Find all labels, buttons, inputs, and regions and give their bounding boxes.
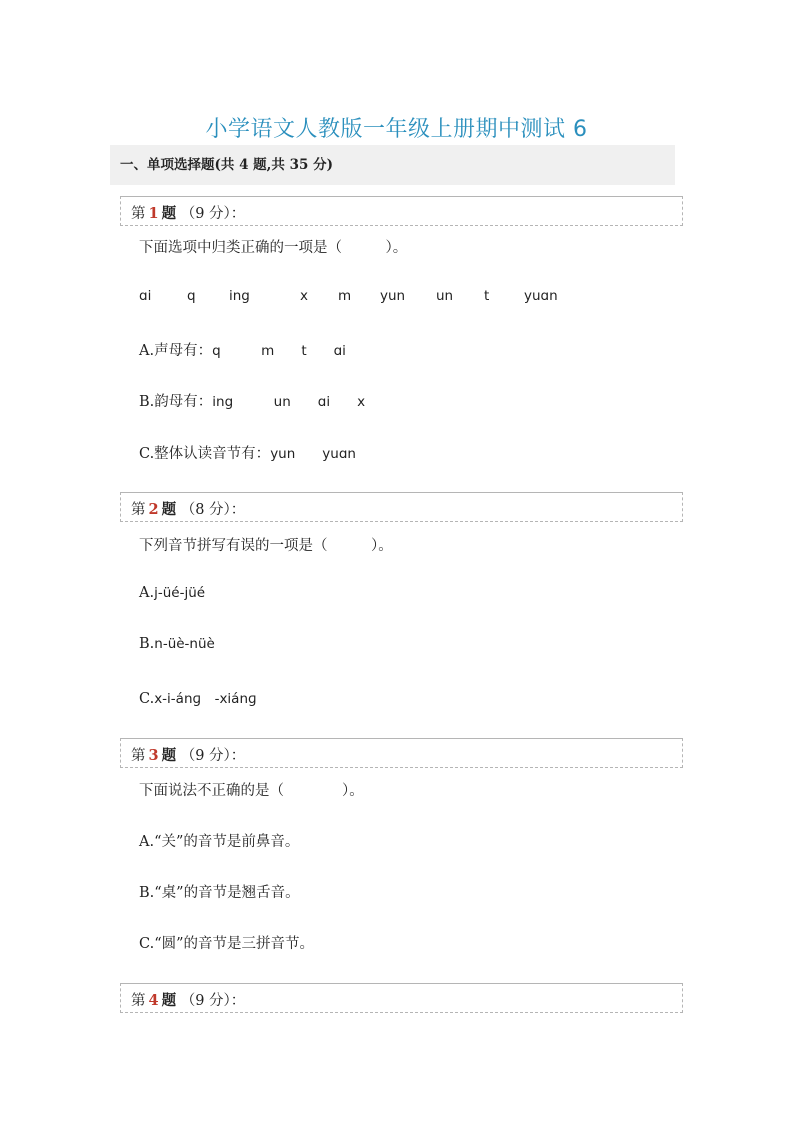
option-text: ing un ɑi x	[212, 394, 366, 410]
option-c-3	[139, 932, 314, 953]
question-number: 2	[148, 501, 159, 518]
option-label: C.	[139, 691, 155, 707]
question-prefix: 第	[131, 206, 146, 222]
option-label: B.韵母有：	[139, 394, 213, 410]
option-label: B.	[139, 885, 155, 901]
question-stem-2: 下列音节拼写有误的一项是（ ）。	[139, 538, 393, 554]
option-text: n-üè-nüè	[154, 636, 215, 652]
question-score: （9 分）：	[180, 206, 246, 222]
question-header-2	[120, 492, 683, 522]
question-word: 题	[161, 205, 177, 222]
option-a-2	[139, 585, 205, 601]
question-stem-3: 下面说法不正确的是（ ）。	[139, 783, 364, 799]
option-text: yun yuɑn	[270, 446, 356, 462]
question-prefix: 第	[131, 502, 146, 518]
option-text: j-üé-jüé	[154, 585, 206, 601]
question-score: （8 分）：	[180, 502, 246, 518]
pinyin-item: yun	[380, 288, 406, 304]
question-number: 4	[148, 992, 159, 1009]
question-header-1	[120, 196, 683, 226]
pinyin-list	[0, 288, 793, 308]
pinyin-item: m	[338, 288, 352, 304]
question-number: 1	[148, 205, 159, 222]
option-c-2	[139, 687, 257, 707]
page-title: 小学语文人教版一年级上册期中测试 6	[205, 117, 588, 142]
option-label: A.	[139, 834, 155, 850]
option-text: x-i-ánɡ -xiánɡ	[154, 691, 257, 707]
option-text: “关”的音节是前鼻音。	[154, 834, 300, 850]
option-label: B.	[139, 636, 155, 652]
question-word: 题	[161, 747, 177, 764]
question-header-3	[120, 738, 683, 768]
question-word: 题	[161, 992, 177, 1009]
pinyin-item: t	[484, 288, 490, 304]
question-header-4	[120, 983, 683, 1013]
option-c-1	[139, 442, 356, 463]
pinyin-item: un	[436, 288, 454, 304]
option-b-2	[139, 636, 215, 652]
question-score: （9 分）：	[180, 993, 246, 1009]
option-label: A.	[139, 585, 155, 601]
question-prefix: 第	[131, 993, 146, 1009]
option-label: C.	[139, 936, 155, 952]
section-heading: 一、单项选择题(共 4 题,共 35 分)	[110, 145, 675, 185]
pinyin-item: q	[187, 288, 196, 304]
option-text: q m t ɑi	[212, 343, 346, 359]
option-b-1	[139, 390, 365, 411]
pinyin-item: ɑi	[139, 288, 152, 304]
question-word: 题	[161, 501, 177, 518]
question-stem-1: 下面选项中归类正确的一项是（ ）。	[139, 240, 408, 256]
option-text: “圆”的音节是三拼音节。	[154, 936, 315, 952]
option-text: “桌”的音节是翘舌音。	[154, 885, 300, 901]
pinyin-item: x	[300, 288, 308, 304]
question-score: （9 分）：	[180, 748, 246, 764]
pinyin-item: ing	[229, 288, 250, 304]
option-b-3	[139, 881, 300, 902]
option-label: A.声母有：	[139, 343, 213, 359]
question-prefix: 第	[131, 748, 146, 764]
option-label: C.整体认读音节有：	[139, 446, 271, 462]
question-number: 3	[148, 747, 159, 764]
pinyin-item: yuɑn	[524, 288, 558, 304]
option-a-1	[139, 339, 346, 360]
option-a-3	[139, 830, 299, 851]
